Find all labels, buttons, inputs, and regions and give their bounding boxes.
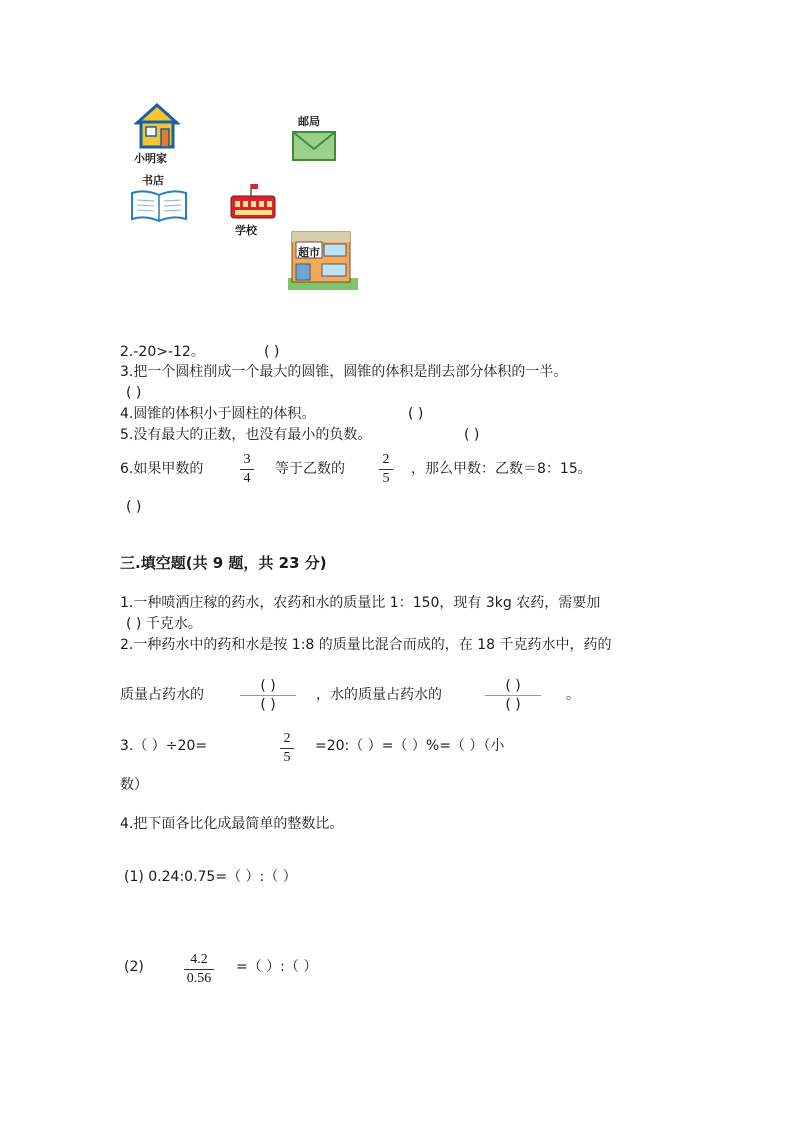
judge-q6-prefix: 6.如果甲数的 [120, 461, 204, 477]
school-label: 学校 [235, 224, 257, 237]
fraction-three-quarters [240, 452, 254, 487]
fraction-denominator: 0.56 [186, 971, 212, 986]
post-office-label: 邮局 [298, 115, 320, 128]
judge-q5: 5.没有最大的正数，也没有最小的负数。 [120, 427, 372, 443]
fill-q2-line1: 2.一种药水中的药和水是按 1:8 的质量比混合而成的，在 18 千克药水中，药的 [120, 637, 612, 653]
fraction-numerator: 4.2 [190, 952, 208, 967]
bookstore-label: 书店 [142, 174, 164, 187]
judge-q2-answer-blank[interactable]: ( ) [264, 344, 280, 360]
fraction-two-fifths [379, 452, 393, 487]
fraction-denominator-blank[interactable]: ( ) [260, 697, 276, 713]
judge-q4: 4.圆锥的体积小于圆柱的体积。 [120, 406, 316, 422]
fraction-numerator: 2 [283, 731, 291, 746]
school-icon [229, 182, 277, 220]
house-icon [134, 103, 180, 149]
fill-q2-prefix: 质量占药水的 [120, 687, 204, 703]
judge-q4-answer-blank[interactable]: ( ) [408, 406, 424, 422]
fraction-numerator: 2 [382, 452, 390, 467]
fraction-denominator: 5 [382, 471, 390, 486]
fraction-denominator: 4 [243, 471, 251, 486]
supermarket-label: 超市 [298, 246, 320, 259]
home-label: 小明家 [134, 152, 167, 165]
fraction-denominator-blank[interactable]: ( ) [505, 697, 521, 713]
fill-q1-line2[interactable]: ( ) 千克水。 [126, 616, 202, 632]
judge-q6-answer-blank[interactable]: ( ) [126, 499, 142, 515]
fraction-two-fifths [280, 731, 294, 766]
fill-q2-suffix: 。 [566, 687, 580, 703]
judge-q5-answer-blank[interactable]: ( ) [464, 427, 480, 443]
fill-q3-line2: 数） [120, 777, 148, 793]
blank-fraction-drug[interactable] [240, 678, 296, 713]
judge-q6-suffix: ，那么甲数：乙数＝8：15。 [411, 461, 592, 477]
fraction-decimal [184, 952, 214, 987]
judge-q3-answer-blank[interactable]: ( ) [126, 385, 142, 401]
fill-q4-part1[interactable]: (1) 0.24:0.75=（ ）:（ ） [124, 869, 297, 885]
fill-q4-part2-suffix[interactable]: =（ ）:（ ） [236, 959, 318, 975]
section-heading-fill-in: 三.填空题(共 9 题，共 23 分) [120, 554, 327, 572]
fill-q1-line1: 1.一种喷洒庄稼的药水，农药和水的质量比 1：150，现有 3kg 农药，需要加 [120, 595, 601, 611]
fill-q4-part2-prefix: (2) [124, 959, 144, 975]
fill-q2-mid: ，水的质量占药水的 [316, 687, 442, 703]
fill-q3-suffix[interactable]: =20:（ ）=（ ）%=（ ）（小 [315, 738, 505, 754]
judge-q6-mid: 等于乙数的 [275, 461, 345, 477]
judge-q2: 2.-20>-12。 [120, 344, 205, 360]
fill-q4: 4.把下面各比化成最简单的整数比。 [120, 816, 344, 832]
envelope-icon [292, 131, 336, 161]
fraction-numerator-blank[interactable]: ( ) [260, 678, 276, 694]
book-icon [130, 189, 188, 223]
blank-fraction-water[interactable] [485, 678, 541, 713]
fraction-numerator-blank[interactable]: ( ) [505, 678, 521, 694]
judge-q3: 3.把一个圆柱削成一个最大的圆锥，圆锥的体积是削去部分体积的一半。 [120, 364, 568, 380]
fraction-denominator: 5 [283, 750, 291, 765]
fill-q3-prefix[interactable]: 3.（ ）÷20= [120, 738, 208, 754]
fraction-numerator: 3 [243, 452, 251, 467]
